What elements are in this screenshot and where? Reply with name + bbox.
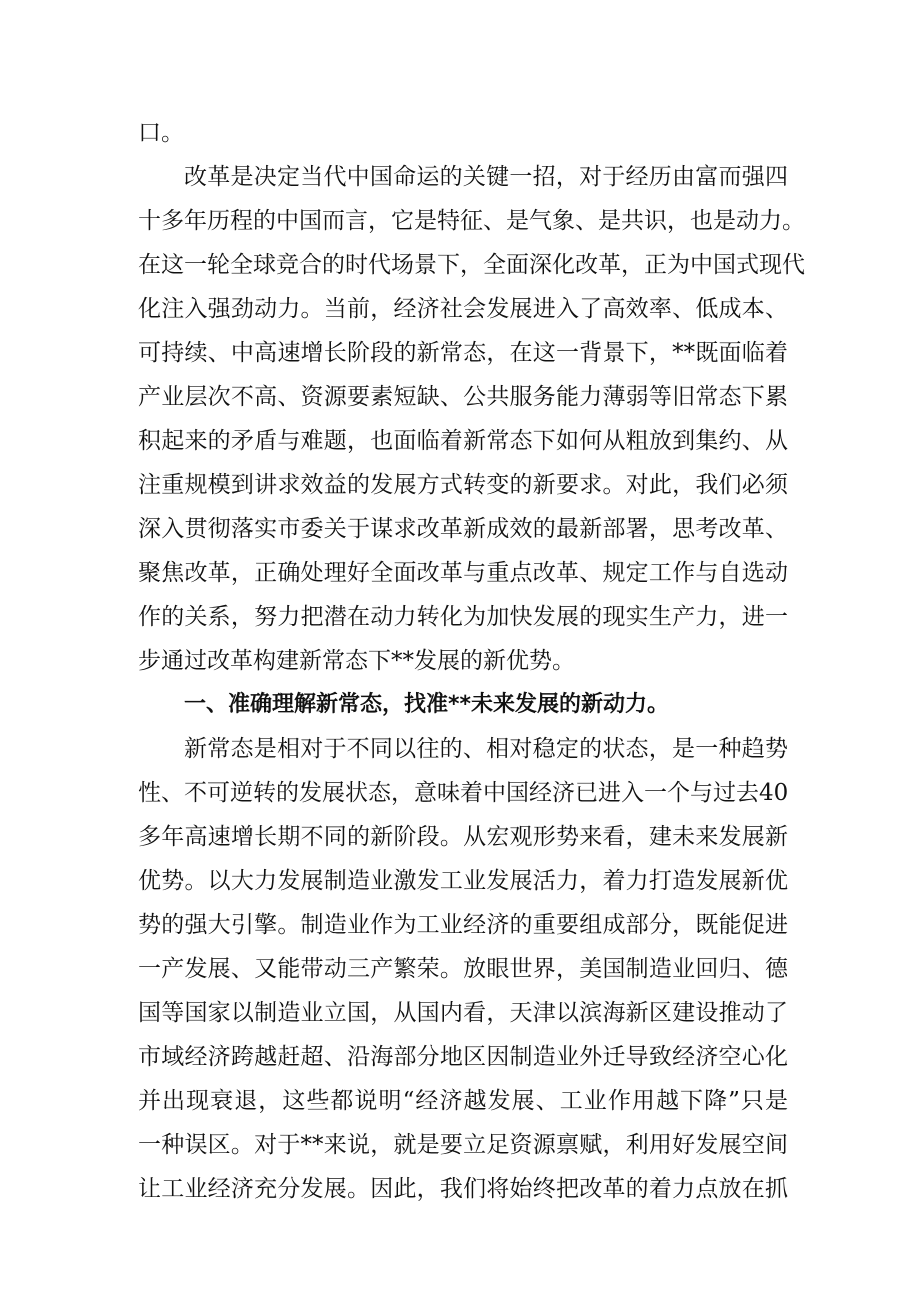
text-line: 势的强大引擎。制造业作为工业经济的重要组成部分，既能促进 (138, 912, 788, 938)
text-line: 深入贯彻落实市委关于谋求改革新成效的最新部署，思考改革、 (138, 516, 788, 542)
text-line: 优势。以大力发展制造业激发工业发展活力，着力打造发展新优 (138, 868, 788, 894)
text-line: 化注入强劲动力。当前，经济社会发展进入了高效率、低成本、 (138, 296, 788, 322)
paragraph-first-line: 改革是决定当代中国命运的关键一招，对于经历由富而强四 (184, 164, 788, 190)
text-line: 性、不可逆转的发展状态，意味着中国经济已进入一个与过去40 (138, 780, 789, 806)
text-line: 一产发展、又能带动三产繁荣。放眼世界，美国制造业回归、德 (138, 956, 788, 982)
text-line: 在这一轮全球竞合的时代场景下，全面深化改革，正为中国式现代 (138, 252, 805, 278)
text-line: 产业层次不高、资源要素短缺、公共服务能力薄弱等旧常态下累 (138, 384, 788, 410)
text-line: 一种误区。对于**来说，就是要立足资源禀赋，利用好发展空间 (138, 1132, 788, 1158)
text-line: 并出现衰退，这些都说明“经济越发展、工业作用越下降”只是 (138, 1088, 788, 1114)
text-line: 注重规模到讲求效益的发展方式转变的新要求。对此，我们必须 (138, 472, 788, 498)
text-line: 积起来的矛盾与难题，也面临着新常态下如何从粗放到集约、从 (138, 428, 788, 454)
text-line: 口。 (138, 120, 184, 146)
paragraph-first-line: 新常态是相对于不同以往的、相对稳定的状态，是一种趋势 (184, 736, 788, 762)
text-line: 让工业经济充分发展。因此，我们将始终把改革的着力点放在抓 (138, 1176, 788, 1202)
section-heading: 一、准确理解新常态，找准**未来发展的新动力。 (184, 692, 670, 717)
text-line: 多年高速增长期不同的新阶段。从宏观形势来看，建未来发展新 (138, 824, 788, 850)
text-line: 国等国家以制造业立国，从国内看，天津以滨海新区建设推动了 (138, 1000, 788, 1026)
text-line: 作的关系，努力把潜在动力转化为加快发展的现实生产力，进一 (138, 604, 788, 630)
text-line: 聚焦改革，正确处理好全面改革与重点改革、规定工作与自选动 (138, 560, 788, 586)
text-line: 十多年历程的中国而言，它是特征、是气象、是共识，也是动力。 (138, 208, 805, 234)
text-line: 步通过改革构建新常态下**发展的新优势。 (138, 648, 575, 674)
text-line: 可持续、中高速增长阶段的新常态，在这一背景下，**既面临着 (138, 340, 788, 366)
text-line: 市域经济跨越赶超、沿海部分地区因制造业外迁导致经济空心化 (138, 1044, 788, 1070)
